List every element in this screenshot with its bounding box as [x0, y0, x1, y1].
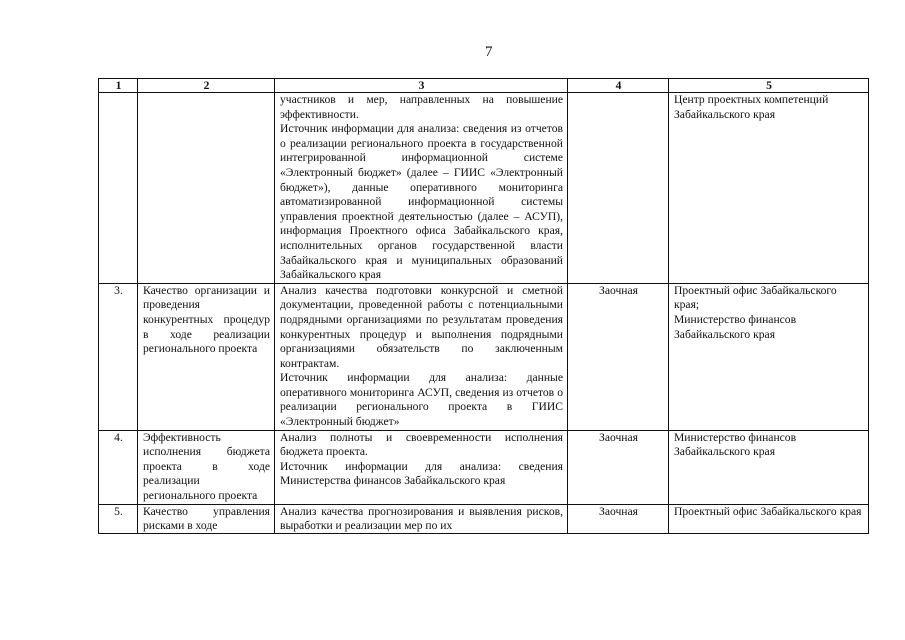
- column-header: 2: [138, 79, 275, 93]
- content-paragraph: Источник информации для анализа: данные оперативного мониторинга АСУП, сведения из отчетов о реализации регионального проекта в ГИИС «Электронный бюджет»: [280, 371, 563, 429]
- table-row: [99, 430, 869, 504]
- table-row: [99, 283, 869, 430]
- content-paragraph: Источник информации для анализа: сведения Министерства финансов Забайкальского края: [280, 459, 563, 488]
- form-cell: [568, 504, 669, 533]
- row-number: [99, 504, 138, 533]
- content-cell: [275, 283, 568, 430]
- responsible-cell: [669, 430, 869, 504]
- responsible-line: Центр проектных компетенций Забайкальского края: [674, 93, 829, 121]
- content-paragraph: Источник информации для анализа: сведения из отчетов о реализации регионального проекта в государственной интегрированной информационной системе «Электронный бюджет» (далее – ГИИС «Электронный бюджет»), данные оперативного мониторинга автоматизированной информационной системы управления проектной деятельностью (далее – АСУП), информация Проектного офиса Забайкальского края, исполнительных органов государственной власти Забайкальского края и муниципальных образований Забайкальского края: [280, 122, 563, 282]
- content-paragraph: Анализ качества подготовки конкурсной и сметной документации, проведенной работы с потенциальными подрядными организациями по результатам проведения конкурентных процедур и выполнения подрядными организациями обязательств по заключенным контрактам.: [280, 283, 563, 370]
- responsible-cell: [669, 283, 869, 430]
- content-cell: [275, 504, 568, 533]
- cell-clip: Качество управления рисками в ходе: [143, 504, 270, 533]
- content-paragraph: Анализ полноты и своевременности исполнения бюджета проекта.: [280, 430, 563, 459]
- row-number: 3.: [99, 283, 138, 430]
- criterion-cell: [138, 504, 275, 533]
- column-header: 1: [99, 79, 138, 93]
- responsible-line: Проектный офис Забайкальского края: [674, 504, 862, 518]
- criterion-cell: Качество организации и проведения конкурентных процедур в ходе реализации регионального проекта: [138, 283, 275, 430]
- responsible-line: Министерство финансов Забайкальского края: [674, 312, 797, 341]
- content-cell: [275, 430, 568, 504]
- content-cell: [275, 93, 568, 284]
- column-header: 4: [568, 79, 669, 93]
- row-number: [99, 93, 138, 284]
- content-paragraph: Анализ качества прогнозирования и выявления рисков, выработки и реализации мер по их: [280, 504, 563, 533]
- row-number: 4.: [99, 430, 138, 504]
- column-header: 3: [275, 79, 568, 93]
- criterion-cell: [138, 93, 275, 284]
- cell-clip: Заочная: [599, 504, 638, 518]
- form-cell: [568, 93, 669, 284]
- form-cell: Заочная: [568, 283, 669, 430]
- content-paragraph: участников и мер, направленных на повышение эффективности.: [280, 93, 563, 121]
- responsible-line: Проектный офис Забайкальского края;: [674, 283, 837, 312]
- responsible-cell: [669, 504, 869, 533]
- page-number: 7: [485, 44, 493, 60]
- form-cell: Заочная: [568, 430, 669, 504]
- table-row: [99, 93, 869, 284]
- table-row: [99, 504, 869, 533]
- responsible-line: Министерство финансов Забайкальского края: [674, 430, 797, 459]
- responsible-cell: [669, 93, 869, 284]
- criterion-cell: Эффективность исполнения бюджета проекта в ходе реализации регионального проекта: [138, 430, 275, 504]
- cell-clip: 5.: [114, 504, 123, 518]
- table-header-row: [99, 79, 869, 93]
- evaluation-table: [98, 78, 869, 534]
- column-header: 5: [669, 79, 869, 93]
